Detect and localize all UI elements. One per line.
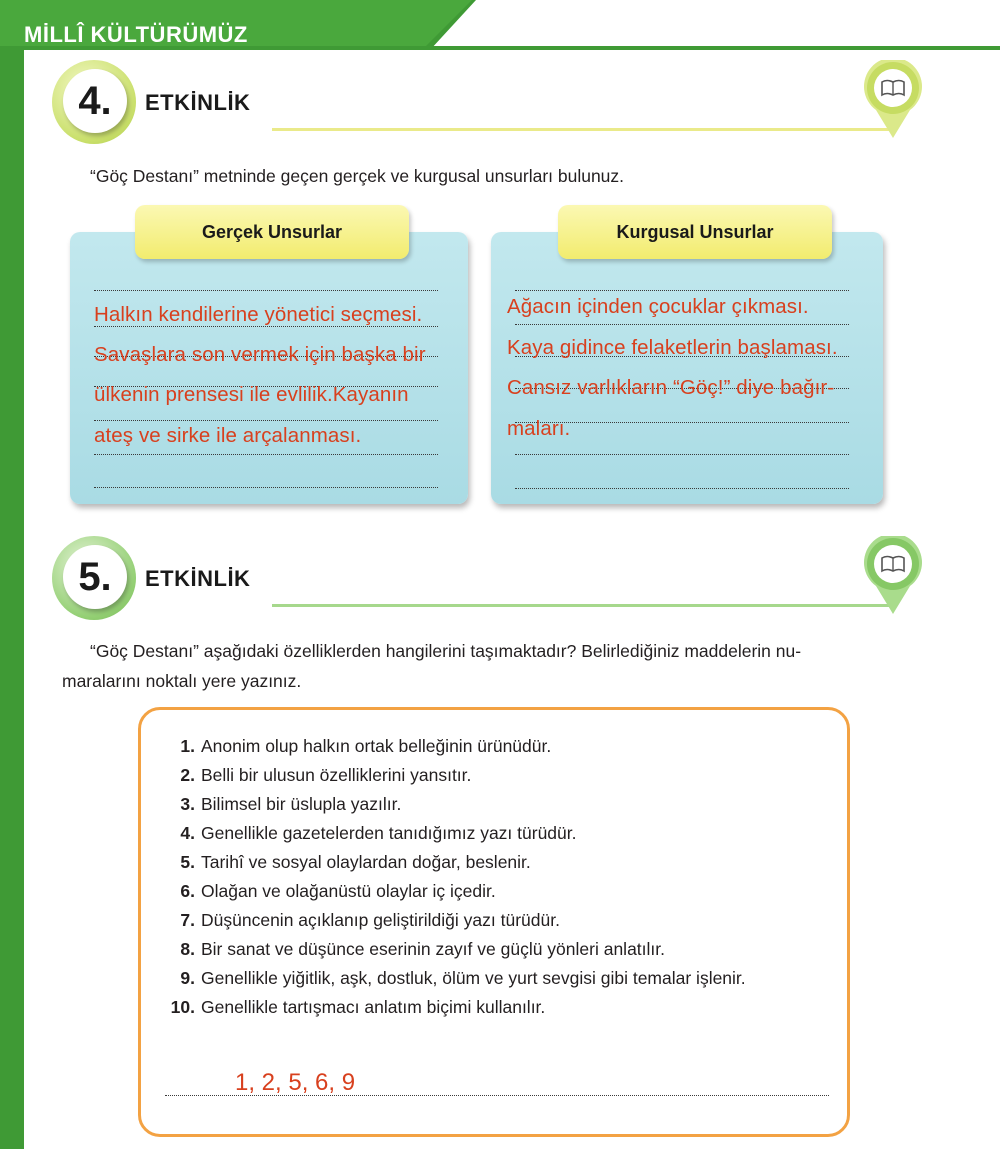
real-answer-line: ülkenin prensesi ile evlilik.Kayanın bbox=[94, 383, 409, 406]
activity-4-label: ETKİNLİK bbox=[145, 90, 251, 115]
fictional-answer-line: Ağacın içinden çocuklar çıkması. bbox=[507, 295, 809, 318]
activity-5-label: ETKİNLİK bbox=[145, 566, 251, 591]
feature-item: 7. Düşüncenin açıklanıp geliştirildiği yazı türüdür. bbox=[180, 910, 560, 930]
activity-5-number: 5. bbox=[63, 545, 127, 609]
fictional-answer-line: Kaya gidince felaketlerin başlaması. bbox=[507, 336, 838, 359]
feature-item: 1. Anonim olup halkın ortak belleğinin ürünüdür. bbox=[180, 736, 552, 756]
answer-dotted-line bbox=[515, 290, 849, 291]
real-elements-heading: Gerçek Unsurlar bbox=[135, 205, 409, 259]
feature-item: 4. Genellikle gazetelerden tanıdığımız yazı türüdür. bbox=[180, 823, 577, 843]
answer-dotted-line bbox=[94, 454, 438, 455]
left-page-strip bbox=[0, 0, 24, 1149]
page-header-title: MİLLÎ KÜLTÜRÜMÜZ bbox=[24, 22, 248, 47]
feature-item: 3. Bilimsel bir üslupla yazılır. bbox=[180, 794, 402, 814]
feature-item: 6. Olağan ve olağanüstü olaylar iç içedir. bbox=[180, 881, 496, 901]
open-book-icon bbox=[862, 536, 924, 616]
activity-4-instruction: “Göç Destanı” metninde geçen gerçek ve kurgusal unsurları bulunuz. bbox=[90, 166, 625, 186]
activity-5-rule bbox=[272, 604, 892, 607]
activity-4-number: 4. bbox=[63, 69, 127, 133]
activity-4-rule bbox=[272, 128, 892, 131]
activity-4-header bbox=[52, 60, 912, 150]
feature-item: 2. Belli bir ulusun özelliklerini yansıtır. bbox=[180, 765, 472, 785]
answer-dotted-line bbox=[515, 488, 849, 489]
answer-dotted-line bbox=[94, 290, 438, 291]
real-elements-card bbox=[70, 232, 468, 504]
activity-5-instruction-line-1: “Göç Destanı” aşağıdaki özelliklerden hangilerini taşımaktadır? Belirlediğiniz maddelerin nu- bbox=[90, 641, 802, 661]
answer-dotted-line bbox=[94, 420, 438, 421]
answer-dotted-line bbox=[515, 454, 849, 455]
activity-5-header bbox=[52, 536, 912, 626]
features-list-box bbox=[138, 707, 850, 1137]
real-answer-line: ateş ve sirke ile arçalanması. bbox=[94, 424, 362, 447]
feature-item: 8. Bir sanat ve düşünce eserinin zayıf ve güçlü yönleri anlatılır. bbox=[180, 939, 665, 959]
real-answer-line: Savaşlara son vermek için başka bir bbox=[94, 343, 426, 366]
feature-item: 5. Tarihî ve sosyal olaylardan doğar, beslenir. bbox=[180, 852, 531, 872]
activity-5-instruction-line-2: maralarını noktalı yere yazınız. bbox=[62, 671, 302, 691]
feature-item: 10. Genellikle tartışmacı anlatım biçimi kullanılır. bbox=[170, 997, 546, 1017]
fictional-elements-card bbox=[491, 232, 883, 504]
activity-5-answer: 1, 2, 5, 6, 9 bbox=[235, 1069, 356, 1096]
answer-dotted-line bbox=[94, 487, 438, 488]
open-book-icon bbox=[862, 60, 924, 140]
fictional-elements-heading: Kurgusal Unsurlar bbox=[558, 205, 832, 259]
fictional-answer-line: Cansız varlıkların “Göç!” diye bağır- bbox=[507, 376, 835, 399]
real-answer-line: Halkın kendilerine yönetici seçmesi. bbox=[94, 303, 423, 326]
answer-dotted-line bbox=[515, 324, 849, 325]
feature-item: 9. Genellikle yiğitlik, aşk, dostluk, ölüm ve yurt sevgisi gibi temalar işlenir. bbox=[180, 968, 746, 988]
fictional-answer-line: maları. bbox=[507, 417, 571, 440]
